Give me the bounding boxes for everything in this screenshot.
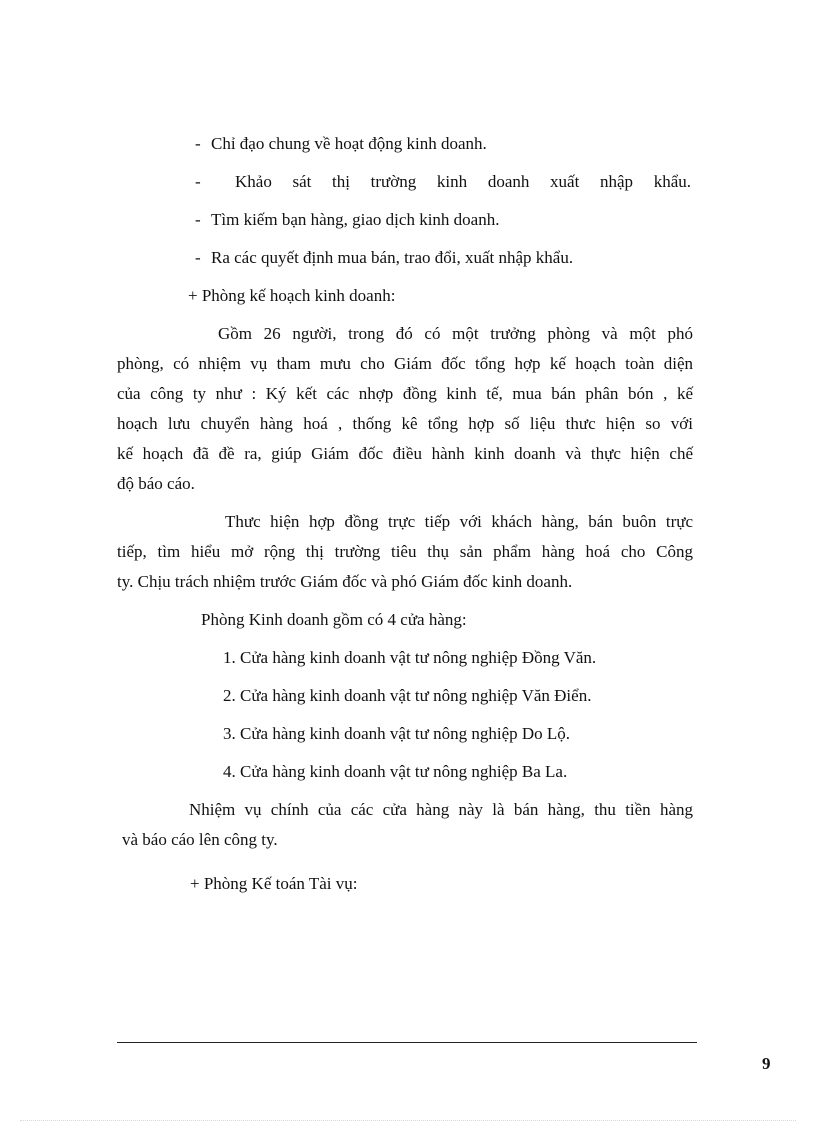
paragraph-line: phòng, có nhiệm vụ tham mưu cho Giám đốc tổng hợp kế hoạch toàn diện <box>117 354 693 373</box>
page-number: 9 <box>762 1054 771 1073</box>
footer-rule <box>117 1042 697 1043</box>
dash-bullet: - <box>195 172 201 191</box>
store-list-item: 4. Cửa hàng kinh doanh vật tư nông nghiệp Ba La. <box>223 762 568 781</box>
duty-item <box>195 172 691 192</box>
store-list-item: 3. Cửa hàng kinh doanh vật tư nông nghiệp Do Lộ. <box>223 724 571 743</box>
paragraph-line: ty. Chịu trách nhiệm trước Giám đốc và phó Giám đốc kinh doanh. <box>117 572 573 591</box>
duty-item <box>195 134 487 154</box>
paragraph-line: của công ty như : Ký kết các nhợp đồng kinh tế, mua bán phân bón , kế <box>117 384 693 403</box>
duty-text: Ra các quyết định mua bán, trao đổi, xuất nhập khẩu. <box>211 248 574 267</box>
paragraph-line: và báo cáo lên công ty. <box>122 830 278 849</box>
paragraph-line: kế hoạch đã đề ra, giúp Giám đốc điều hành kinh doanh và thực hiện chế <box>117 444 693 463</box>
paragraph-line: tiếp, tìm hiểu mở rộng thị trường tiêu thụ sản phẩm hàng hoá cho Công <box>117 542 693 561</box>
duty-text: Khảo sát thị trường kinh doanh xuất nhập khẩu. <box>235 172 691 191</box>
store-list-item: 1. Cửa hàng kinh doanh vật tư nông nghiệp Đồng Văn. <box>223 648 597 667</box>
paragraph-line: Thưc hiện hợp đồng trực tiếp với khách hàng, bán buôn trực <box>225 512 693 531</box>
page-bottom-border <box>20 1120 796 1121</box>
duty-item <box>195 248 573 268</box>
paragraph-line: độ báo cáo. <box>117 474 195 493</box>
dash-bullet: - <box>195 210 201 229</box>
paragraph-line: Nhiệm vụ chính của các cửa hàng này là bán hàng, thu tiền hàng <box>189 800 693 819</box>
section-heading-accounting: + Phòng Kế toán Tài vụ: <box>190 874 358 893</box>
store-list-item: 2. Cửa hàng kinh doanh vật tư nông nghiệp Văn Điển. <box>223 686 592 705</box>
paragraph-line: Gồm 26 người, trong đó có một trưởng phòng và một phó <box>218 324 693 343</box>
dash-bullet: - <box>195 134 201 153</box>
stores-intro: Phòng Kinh doanh gồm có 4 cửa hàng: <box>201 610 467 629</box>
section-heading-planning: + Phòng kế hoạch kinh doanh: <box>188 286 396 305</box>
paragraph-line: hoạch lưu chuyển hàng hoá , thống kê tổng hợp số liệu thưc hiện so với <box>117 414 693 433</box>
duty-text: Tìm kiếm bạn hàng, giao dịch kinh doanh. <box>211 210 500 229</box>
duty-item <box>195 210 499 230</box>
duty-text: Chỉ đạo chung về hoạt động kinh doanh. <box>211 134 487 153</box>
dash-bullet: - <box>195 248 201 267</box>
